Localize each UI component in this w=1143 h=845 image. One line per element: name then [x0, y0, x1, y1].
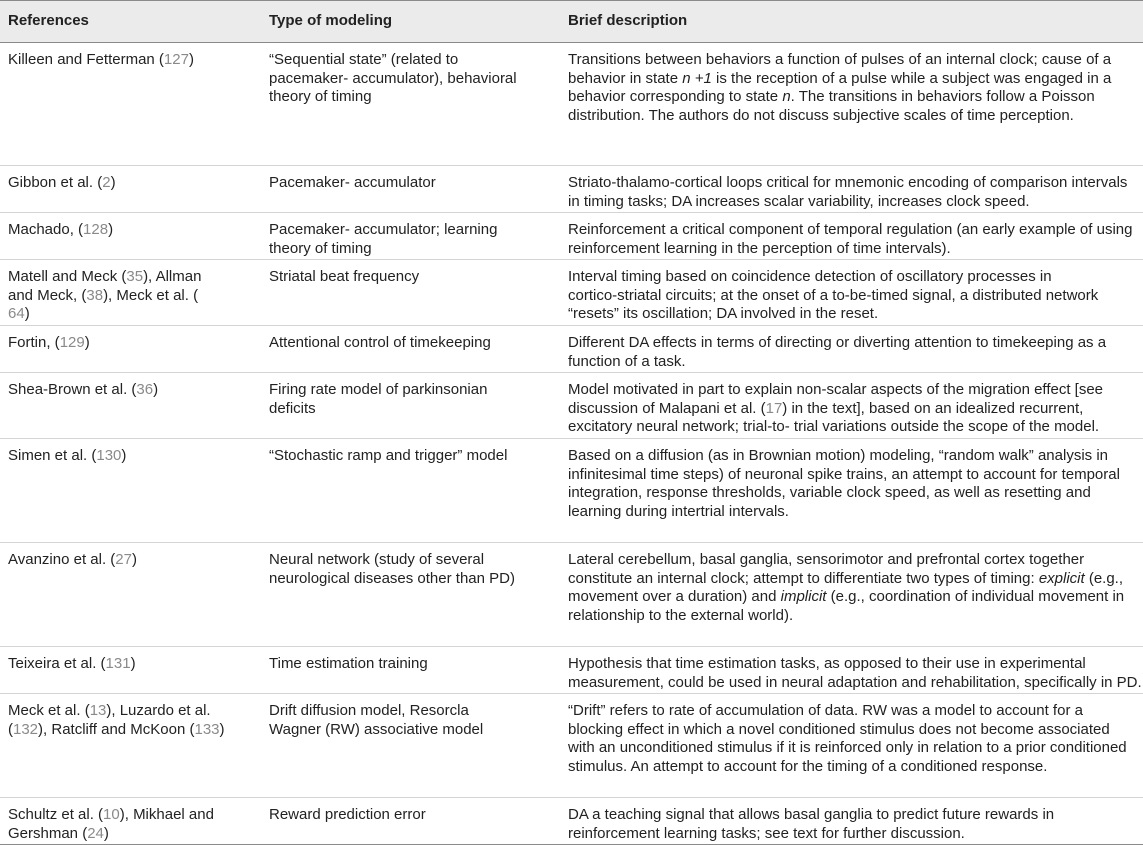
cell-references	[0, 268, 269, 325]
cell-type	[269, 51, 568, 165]
reference-text: ), Luzardo et al.	[106, 702, 211, 719]
table-row	[0, 373, 1143, 439]
type-line: Striatal beat frequency	[269, 268, 420, 285]
citation-number: 10	[103, 806, 120, 823]
citation-number: 133	[194, 720, 220, 738]
reference-text: Machado, (	[8, 221, 84, 238]
table-body	[0, 43, 1143, 845]
description-line: DA a teaching signal that allows basal ganglia to predict future rewards in	[568, 806, 1055, 823]
cell-references	[0, 334, 269, 372]
cell-references	[0, 221, 269, 259]
cell-references	[0, 551, 269, 646]
description-line: Interval timing based on coincidence detection of oscillatory processes in	[568, 268, 1052, 285]
table-row	[0, 43, 1143, 166]
reference-text: Killeen and Fetterman (	[8, 51, 164, 68]
cell-type	[269, 268, 568, 325]
description-line: Based on a diffusion (as in Brownian motion) modeling, “random walk” analysis in	[568, 447, 1108, 464]
references-line	[8, 825, 269, 844]
cell-description	[568, 655, 1143, 693]
references-line	[8, 174, 269, 193]
type-line: pacemaker- accumulator), behavioral	[269, 69, 517, 87]
reference-text: and Meck, (	[8, 286, 87, 304]
type-line: Pacemaker- accumulator	[269, 174, 436, 191]
cell-type	[269, 447, 568, 542]
reference-text: ), Allman	[143, 268, 202, 285]
table-row	[0, 213, 1143, 260]
citation-number: 127	[163, 51, 189, 68]
cell-references	[0, 702, 269, 797]
type-line: Firing rate model of parkinsonian	[269, 381, 488, 398]
reference-text: Meck et al. (	[8, 702, 90, 719]
description-line: movement over a duration) and implicit (e.g., coordination of individual movement in	[568, 588, 1125, 606]
type-line: “Sequential state” (related to	[269, 51, 459, 68]
reference-text: )	[188, 51, 194, 68]
reference-text: )	[130, 655, 136, 672]
type-line: Reward prediction error	[269, 806, 426, 823]
reference-text: Gershman (	[8, 824, 88, 842]
description-line: Reinforcement a critical component of temporal regulation (an early example of using	[568, 221, 1133, 238]
reference-text: Schultz et al. (	[8, 806, 104, 823]
citation-number: 13	[89, 702, 107, 719]
type-line: Pacemaker- accumulator; learning	[269, 221, 498, 238]
description-line: Model motivated in part to explain non-scalar aspects of the migration effect [see	[568, 381, 1104, 398]
cell-description	[568, 51, 1143, 165]
reference-text: )	[110, 174, 116, 191]
description-line: infinitesimal time steps) of neuronal spike trains, an attempt to account for temporal	[568, 465, 1120, 483]
cell-type	[269, 806, 568, 844]
table-row	[0, 260, 1143, 326]
reference-text: (	[8, 720, 13, 738]
type-line: Drift diffusion model, Resorcla	[269, 702, 469, 719]
cell-references	[0, 51, 269, 165]
description-line: behavior in state n +1 is the reception of a pulse while a subject was engaged in a	[568, 69, 1112, 87]
cell-type	[269, 334, 568, 372]
cell-type	[269, 381, 568, 438]
description-line: blocking effect in which a novel conditioned stimulus does not become associated	[568, 720, 1110, 738]
citation-number: 38	[86, 286, 104, 304]
reference-text: )	[219, 720, 225, 738]
reference-text: )	[24, 305, 30, 323]
references-line	[8, 268, 269, 287]
reference-text: )	[103, 824, 109, 842]
type-line: Time estimation training	[269, 655, 428, 672]
description-line: relationship to the external world).	[568, 606, 794, 624]
citation-number: 131	[105, 655, 131, 672]
citation-number: 2	[102, 174, 111, 191]
citation-number: 36	[136, 381, 154, 398]
citation-number: 128	[83, 221, 109, 238]
description-line: in timing tasks; DA increases scalar variability, increases clock speed.	[568, 192, 1030, 210]
citation-number: 129	[59, 334, 85, 351]
reference-text: Gibbon et al. (	[8, 174, 103, 191]
reference-text: Simen et al. (	[8, 447, 97, 464]
reference-text: )	[121, 447, 127, 464]
references-line	[8, 655, 269, 674]
type-line: Wagner (RW) associative model	[269, 720, 484, 738]
description-line: Lateral cerebellum, basal ganglia, sensorimotor and prefrontal cortex together	[568, 551, 1085, 568]
cell-references	[0, 174, 269, 212]
table-row	[0, 166, 1143, 213]
reference-text: ), Mikhael and	[119, 806, 214, 823]
cell-references	[0, 806, 269, 844]
description-line: reinforcement learning in the perception of time intervals).	[568, 239, 951, 257]
reference-text: )	[131, 551, 137, 568]
references-line	[8, 334, 269, 353]
description-line: Transitions between behaviors a function of pulses of an internal clock; cause of a	[568, 51, 1112, 68]
cell-description	[568, 551, 1143, 646]
reference-text: ), Meck et al. (	[103, 286, 199, 304]
references-line	[8, 702, 269, 721]
citation-number: 27	[115, 551, 132, 568]
cell-description	[568, 221, 1143, 259]
references-line	[8, 551, 269, 570]
reference-text: Teixeira et al. (	[8, 655, 106, 672]
table-row	[0, 798, 1143, 845]
cell-references	[0, 655, 269, 693]
reference-text: Avanzino et al. (	[8, 551, 116, 568]
cell-description	[568, 334, 1143, 372]
description-line: discussion of Malapani et al. (17) in the text], based on an idealized recurrent,	[568, 399, 1084, 417]
cell-description	[568, 447, 1143, 542]
reference-text: Fortin, (	[8, 334, 60, 351]
cell-description	[568, 806, 1143, 844]
type-line: theory of timing	[269, 239, 372, 257]
description-line: Striato-thalamo-cortical loops critical for mnemonic encoding of comparison intervals	[568, 174, 1128, 191]
citation-number: 17	[765, 399, 783, 417]
description-line: “resets” its oscillation; DA involved in the reset.	[568, 305, 879, 323]
description-line: behavior corresponding to state n. The transitions in behaviors follow a Poisson	[568, 88, 1095, 106]
description-line: measurement, could be used in neural adaptation and rehabilitation, specifically in PD.	[568, 673, 1142, 691]
citation-number: 132	[13, 720, 39, 738]
cell-description	[568, 268, 1143, 325]
description-line: constitute an internal clock; attempt to differentiate two types of timing: explicit (e.g.,	[568, 569, 1124, 587]
header-references: References	[8, 12, 89, 30]
table-row	[0, 543, 1143, 647]
references-line	[8, 721, 269, 740]
cell-references	[0, 381, 269, 438]
description-line: reinforcement learning tasks; see text for further discussion.	[568, 824, 965, 842]
table-row	[0, 647, 1143, 694]
description-line: distribution. The authors do not discuss subjective scales of time perception.	[568, 106, 1074, 124]
citation-number: 24	[87, 824, 104, 842]
reference-text: Shea-Brown et al. (	[8, 381, 137, 398]
table-row	[0, 694, 1143, 798]
description-line: “Drift” refers to rate of accumulation of data. RW was a model to account for a	[568, 702, 1083, 719]
description-line: learning during intertrial intervals.	[568, 502, 789, 520]
references-line	[8, 287, 269, 306]
cell-description	[568, 702, 1143, 797]
type-line: Attentional control of timekeeping	[269, 334, 491, 351]
table-header	[0, 0, 1143, 43]
cell-type	[269, 174, 568, 212]
header-description: Brief description	[568, 12, 688, 30]
cell-type	[269, 551, 568, 646]
citation-number: 35	[126, 268, 144, 285]
citation-number: 64	[8, 305, 25, 323]
cell-description	[568, 174, 1143, 212]
references-line	[8, 51, 269, 70]
references-line	[8, 447, 269, 466]
type-line: neurological diseases other than PD)	[269, 569, 515, 587]
description-line: stimulus. An attempt to account for the timing of a conditioned response.	[568, 757, 1048, 775]
header-type: Type of modeling	[269, 12, 393, 30]
cell-type	[269, 655, 568, 693]
description-line: Hypothesis that time estimation tasks, as opposed to their use in experimental	[568, 655, 1086, 672]
description-line: function of a task.	[568, 352, 686, 370]
references-line	[8, 221, 269, 240]
description-line: excitatory neural network; trial-to- trial variations outside the scope of the model.	[568, 418, 1100, 436]
reference-text: ), Ratcliff and McKoon (	[38, 720, 195, 738]
cell-type	[269, 221, 568, 259]
reference-text: )	[153, 381, 159, 398]
table-row	[0, 439, 1143, 543]
references-line	[8, 806, 269, 825]
type-line: theory of timing	[269, 88, 372, 106]
cell-references	[0, 447, 269, 542]
description-line: integration, response thresholds, variable clock speed, as well as resetting and	[568, 484, 1091, 502]
reference-text: )	[108, 221, 114, 238]
references-line	[8, 305, 269, 324]
type-line: deficits	[269, 399, 316, 417]
reference-text: )	[84, 334, 90, 351]
description-line: Different DA effects in terms of directing or diverting attention to timekeeping as a	[568, 334, 1107, 351]
reference-text: Matell and Meck (	[8, 268, 127, 285]
table-row	[0, 326, 1143, 373]
description-line: cortico-striatal circuits; at the onset of a to-be-timed signal, a distributed network	[568, 286, 1099, 304]
cell-description	[568, 381, 1143, 438]
description-line: with an unconditioned stimulus if it is reinforced only in relation to a prior conditioned	[568, 739, 1127, 757]
type-line: Neural network (study of several	[269, 551, 485, 568]
type-line: “Stochastic ramp and trigger” model	[269, 447, 508, 464]
citation-number: 130	[96, 447, 122, 464]
references-line	[8, 381, 269, 400]
cell-type	[269, 702, 568, 797]
